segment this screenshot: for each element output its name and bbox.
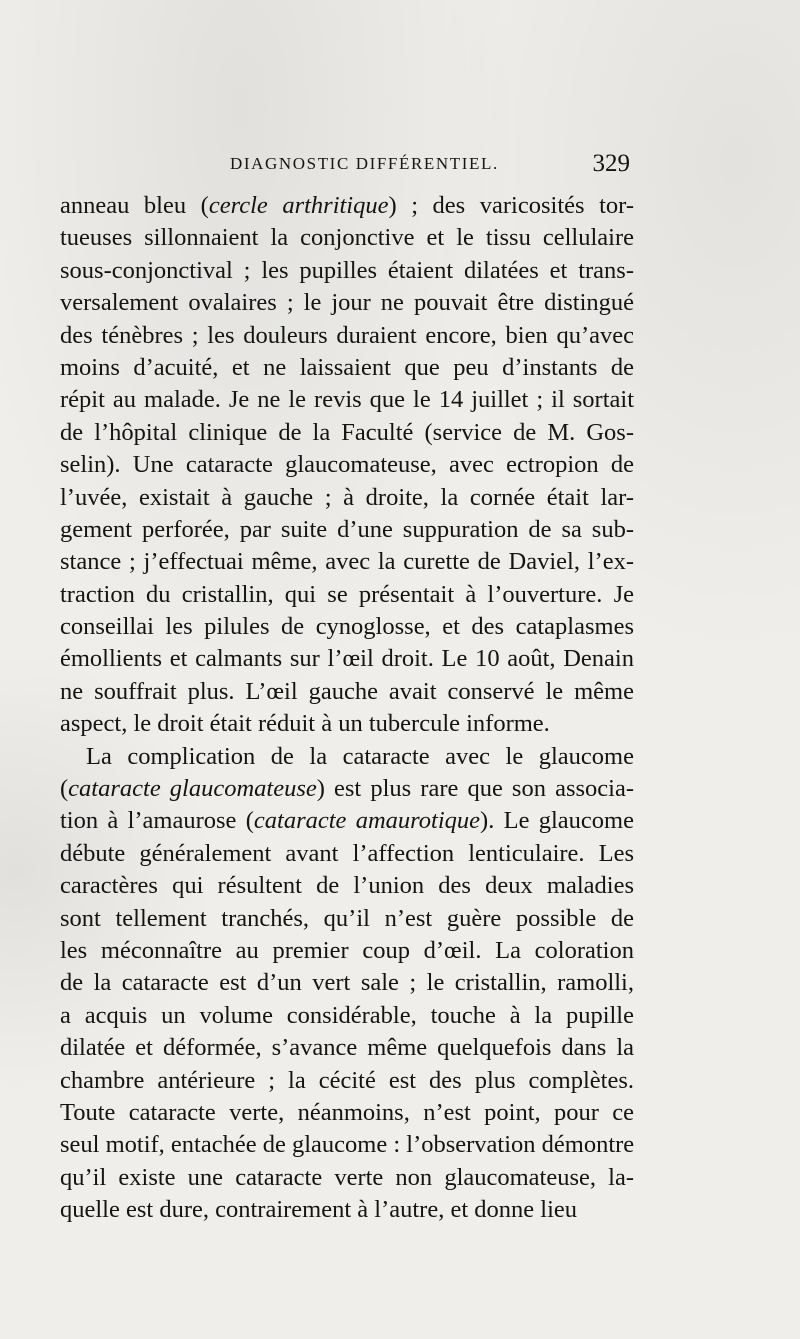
italic-text: cataracte glaucomateuse — [68, 775, 317, 803]
text-line — [60, 190, 634, 222]
text-segment: émollients et calmants sur l’œil droit. Le 10 août, Denain — [60, 645, 634, 673]
text-segment: a acquis un volume considérable, touche à la pupille — [60, 1001, 634, 1029]
text-segment: répit au malade. Je ne le revis que le 14 juillet ; il sortait — [60, 386, 634, 414]
text-segment: caractères qui résultent de l’union des deux maladies — [60, 872, 634, 900]
text-segment: chambre antérieure ; la cécité est des plus complètes. — [60, 1066, 634, 1094]
text-line — [60, 1032, 634, 1064]
text-line — [60, 417, 634, 449]
text-line — [60, 1065, 634, 1097]
text-line — [60, 935, 634, 967]
text-segment: traction du cristallin, qui se présentait à l’ouverture. Je — [60, 580, 634, 608]
text-segment: seul motif, entachée de glaucome : l’observation démontre — [60, 1131, 635, 1159]
page-number: 329 — [592, 150, 630, 177]
text-segment: débute généralement avant l’affection lenticulaire. Les — [60, 839, 634, 867]
text-line — [60, 352, 634, 384]
text-line — [60, 449, 634, 481]
text-segment: l’uvée, existait à gauche ; à droite, la cornée était lar- — [60, 483, 634, 511]
text-line — [60, 1129, 634, 1161]
text-line — [60, 676, 634, 708]
text-segment: moins d’acuité, et ne laissaient que peu d’instants de — [60, 353, 634, 381]
text-line — [60, 546, 634, 578]
text-segment: anneau bleu ( — [60, 192, 209, 219]
text-segment: qu’il existe une cataracte verte non glaucomateuse, la- — [60, 1163, 634, 1191]
paragraph — [60, 190, 634, 741]
text-line — [60, 611, 634, 643]
text-line — [60, 967, 634, 999]
text-segment: de la cataracte est d’un vert sale ; le cristallin, ramolli, — [60, 969, 634, 997]
running-title: DIAGNOSTIC DIFFÉRENTIEL. — [230, 154, 499, 173]
text-line — [60, 741, 634, 773]
text-segment: stance ; j’effectuai même, avec la curette de Daviel, l’ex- — [60, 548, 634, 576]
text-line — [60, 643, 634, 675]
text-line — [60, 870, 634, 902]
running-head — [60, 150, 630, 180]
text-line — [60, 1194, 634, 1226]
text-line — [60, 1162, 634, 1194]
text-segment: gement perforée, par suite d’une suppuration de sa sub- — [60, 515, 634, 543]
text-line — [60, 838, 634, 870]
text-segment: les méconnaître au premier coup d’œil. La coloration — [60, 936, 634, 964]
text-line — [60, 1000, 634, 1032]
text-segment: versalement ovalaires ; le jour ne pouvait être distingué — [60, 289, 634, 317]
text-line — [60, 514, 634, 546]
text-line — [60, 805, 634, 837]
text-segment: Toute cataracte verte, néanmoins, n’est point, pour ce — [60, 1098, 634, 1126]
text-line — [60, 708, 634, 740]
paragraph — [60, 741, 634, 1227]
text-segment: conseillai les pilules de cynoglosse, et des cataplasmes — [60, 613, 634, 641]
text-segment: ) est plus rare que son associa- — [316, 775, 634, 803]
text-segment: La complication de la cataracte avec le glaucome — [86, 742, 634, 770]
text-segment: quelle est dure, contrairement à l’autre, et donne lieu — [60, 1196, 578, 1224]
text-line — [60, 579, 634, 611]
text-segment: des ténèbres ; les douleurs duraient encore, bien qu’avec — [60, 321, 634, 349]
text-line — [60, 1097, 634, 1129]
text-line — [60, 773, 634, 805]
text-line — [60, 384, 634, 416]
body-text — [60, 190, 634, 1227]
text-segment: aspect, le droit était réduit à un tubercule informe. — [60, 710, 550, 738]
text-line — [60, 287, 634, 319]
italic-text: cataracte amaurotique — [253, 807, 481, 835]
text-segment: ) ; des varicosités tor- — [388, 192, 634, 219]
text-segment: tion à l’amaurose ( — [60, 807, 254, 835]
text-line — [60, 255, 634, 287]
text-segment: dilatée et déformée, s’avance même quelquefois dans la — [60, 1034, 634, 1062]
text-segment: ne souffrait plus. L’œil gauche avait conservé le même — [60, 677, 634, 705]
text-line — [60, 903, 634, 935]
text-line — [60, 320, 634, 352]
text-segment: sous-conjonctival ; les pupilles étaient dilatées et trans- — [60, 256, 634, 284]
text-line — [60, 222, 634, 254]
text-segment: ( — [60, 775, 69, 803]
text-segment: sont tellement tranchés, qu’il n’est guère possible de — [60, 904, 634, 932]
text-line — [60, 482, 634, 514]
text-segment: de l’hôpital clinique de la Faculté (service de M. Gos- — [60, 418, 634, 446]
italic-text: cercle arthritique — [208, 192, 389, 219]
text-segment: selin). Une cataracte glaucomateuse, avec ectropion de — [60, 451, 634, 479]
text-segment: tueuses sillonnaient la conjonctive et le tissu cellulaire — [60, 224, 634, 252]
text-segment: ). Le glaucome — [480, 807, 634, 835]
